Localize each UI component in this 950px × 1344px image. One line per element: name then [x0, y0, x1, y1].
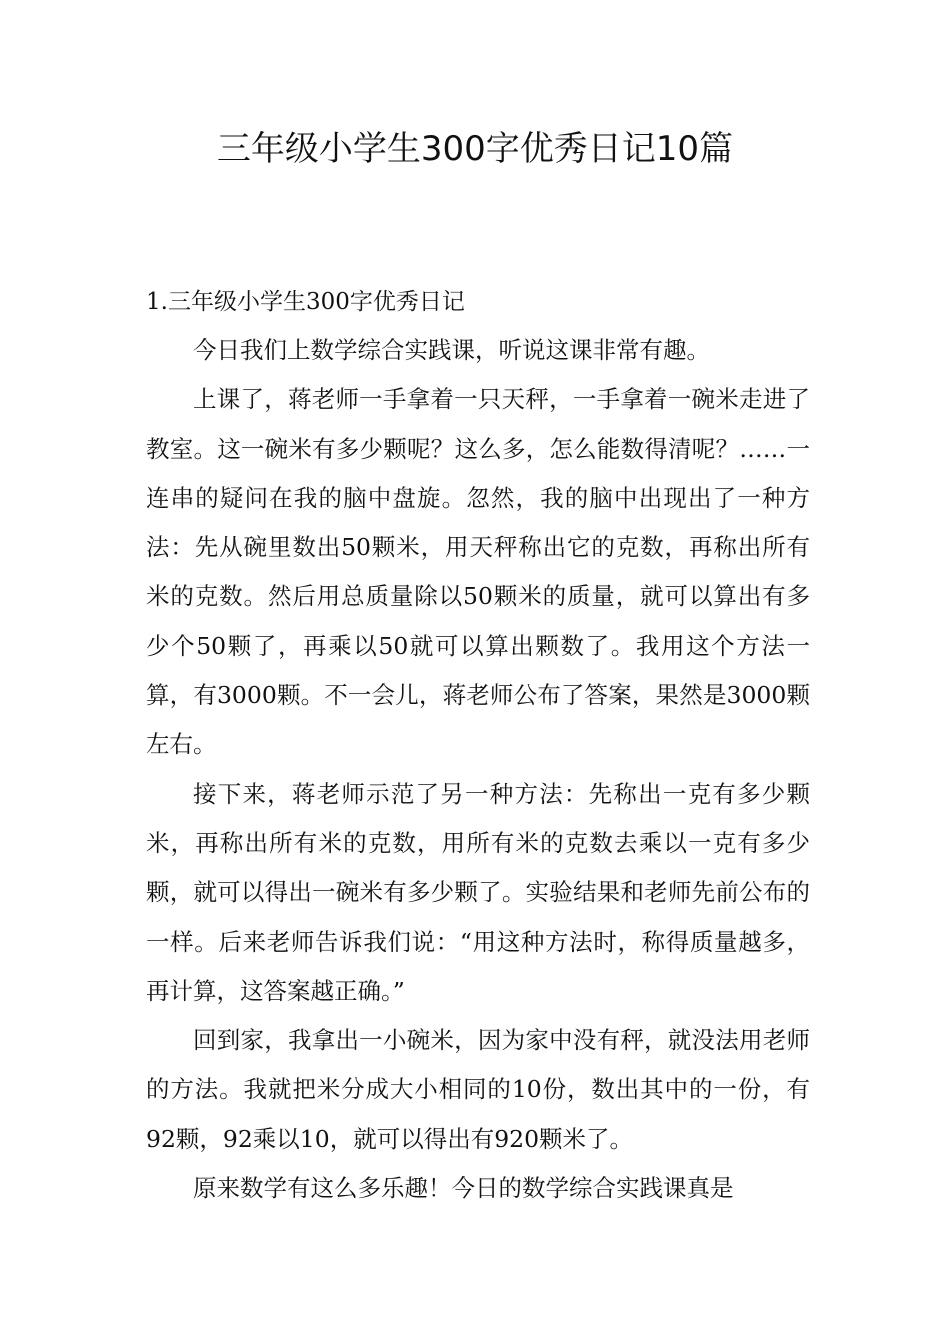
- page-title: 三年级小学生300字优秀日记10篇: [216, 129, 734, 169]
- paragraph-5: 原来数学有这么多乐趣！今日的数学综合实践课真是: [193, 1174, 734, 1203]
- paragraph-4: 回到家，我拿出一小碗米，因为家中没有秤，就没法用老师的方法。我就把米分成大小相同的10份，数出其中的一份，有92颗，92乘以10，就可以得出有920颗米了。: [146, 1026, 810, 1153]
- paragraph-3: 接下来，蒋老师示范了另一种方法：先称出一克有多少颗米，再称出所有米的克数，用所有米的克数去乘以一克有多少颗，就可以得出一碗米有多少颗了。实验结果和老师先前公布的一样。后来老师告诉我们说：“用这种方法时，称得质量越多，再计算，这答案越正确。”: [146, 779, 810, 1005]
- document-body: [146, 278, 810, 1213]
- paragraph-1: 今日我们上数学综合实践课，听说这课非常有趣。: [193, 336, 710, 364]
- paragraph-2: 上课了，蒋老师一手拿着一只天秤，一手拿着一碗米走进了教室。这一碗米有多少颗呢？这么多，怎么能数得清呢？……一连串的疑问在我的脑中盘旋。忽然，我的脑中出现出了一种方法：先从碗里数出50颗米，用天秤称出它的克数，再称出所有米的克数。然后用总质量除以50颗米的质量，就可以算出有多少个50颗了，再乘以50就可以算出颗数了。我用这个方法一算，有3000颗。不一会儿，蒋老师公布了答案，果然是3000颗左右。: [146, 385, 810, 759]
- section-heading: 1.三年级小学生300字优秀日记: [146, 289, 465, 315]
